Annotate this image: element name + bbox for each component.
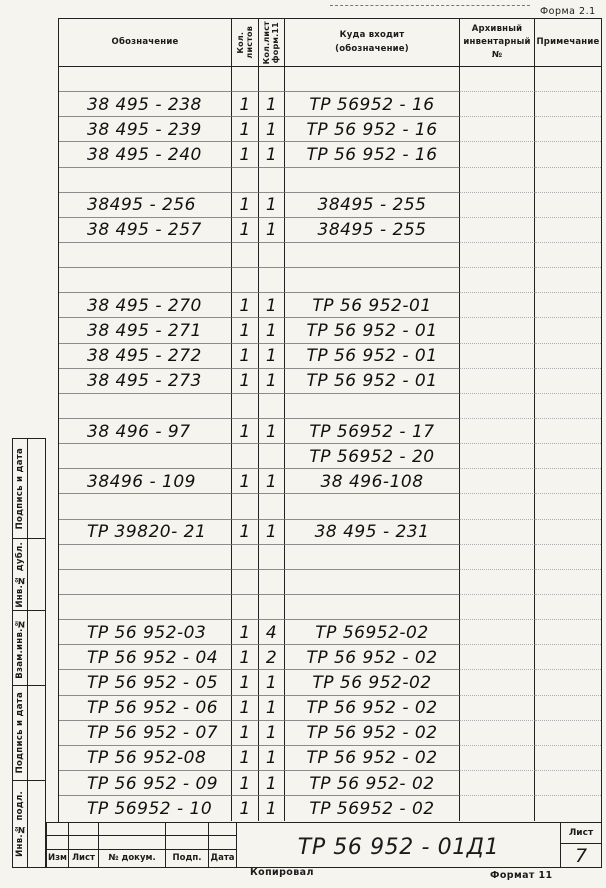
sheets-cell: 1 [232, 369, 259, 394]
header-included-in-line: (обозначение) [335, 43, 409, 54]
designation-cell: 38 495 - 240 [59, 142, 232, 167]
sheets-form11-cell: 1 [259, 142, 285, 167]
table-header [59, 19, 601, 67]
table-row [59, 67, 601, 92]
included-in-cell: ТР 56 952 - 16 [285, 117, 460, 142]
included-in-cell [285, 67, 460, 92]
sheets-cell: 1 [232, 193, 259, 218]
sheets-cell: 1 [232, 670, 259, 695]
sheets-cell: 1 [232, 142, 259, 167]
table-row [59, 218, 601, 243]
archive-cell [460, 394, 535, 419]
header-archive-line: Архивный [471, 23, 523, 34]
side-stamp [12, 438, 46, 868]
header-archive-no [460, 19, 535, 66]
header-designation [59, 19, 232, 66]
sheets-cell [232, 394, 259, 419]
note-cell [535, 771, 601, 796]
note-cell [535, 645, 601, 670]
designation-cell [59, 268, 232, 293]
included-in-cell: ТР 56 952 - 01 [285, 344, 460, 369]
sheets-form11-cell: 1 [259, 344, 285, 369]
included-in-cell [285, 168, 460, 193]
included-in-cell: ТР 56 952 - 01 [285, 318, 460, 343]
sheets-form11-cell: 1 [259, 218, 285, 243]
sheets-cell: 1 [232, 746, 259, 771]
note-cell [535, 545, 601, 570]
table-row [59, 494, 601, 519]
sheets-cell [232, 168, 259, 193]
designation-cell [59, 168, 232, 193]
sheets-cell: 1 [232, 419, 259, 444]
table-row [59, 419, 601, 444]
note-cell [535, 218, 601, 243]
side-stamp-section [13, 439, 45, 539]
note-cell [535, 243, 601, 268]
archive-cell [460, 444, 535, 469]
designation-cell: ТР 56 952 - 04 [59, 645, 232, 670]
archive-cell [460, 218, 535, 243]
document-number: ТР 56 952 - 01Д1 [297, 834, 500, 860]
sheet-number: 7 [574, 844, 588, 867]
designation-cell: ТР 56 952 - 07 [59, 721, 232, 746]
included-in-cell: ТР 56952-02 [285, 620, 460, 645]
designation-cell [59, 67, 232, 92]
sheets-form11-cell: 1 [259, 771, 285, 796]
note-cell [535, 117, 601, 142]
sheets-form11-cell [259, 545, 285, 570]
included-in-cell [285, 545, 460, 570]
designation-cell: 38 495 - 273 [59, 369, 232, 394]
sheets-form11-cell: 1 [259, 469, 285, 494]
sheets-form11-cell: 1 [259, 696, 285, 721]
sheets-cell: 1 [232, 344, 259, 369]
revision-cell [47, 823, 69, 835]
designation-cell: ТР 56 952 - 09 [59, 771, 232, 796]
revision-labels-row [47, 850, 236, 867]
table-row [59, 721, 601, 746]
sheets-form11-cell: 1 [259, 746, 285, 771]
designation-cell: ТР 56 952 - 05 [59, 670, 232, 695]
table-row [59, 696, 601, 721]
sheets-cell: 1 [232, 645, 259, 670]
header-note-label: Примечание [536, 36, 600, 47]
note-cell [535, 193, 601, 218]
archive-cell [460, 268, 535, 293]
table-row [59, 771, 601, 796]
table-row [59, 520, 601, 545]
note-cell [535, 570, 601, 595]
table-row [59, 369, 601, 394]
sheets-form11-cell: 1 [259, 670, 285, 695]
included-in-cell [285, 268, 460, 293]
note-cell [535, 494, 601, 519]
revision-row [47, 836, 236, 849]
sheets-cell: 1 [232, 117, 259, 142]
included-in-cell: ТР 56 952 - 02 [285, 746, 460, 771]
table-row [59, 545, 601, 570]
included-in-cell: ТР 56 952 - 16 [285, 142, 460, 167]
side-stamp-section [13, 686, 45, 781]
designation-cell [59, 494, 232, 519]
sheets-cell [232, 570, 259, 595]
header-sheets [232, 19, 259, 66]
designation-cell: ТР 39820- 21 [59, 520, 232, 545]
included-in-cell: 38495 - 255 [285, 193, 460, 218]
note-cell [535, 721, 601, 746]
included-in-cell: ТР 56 952-02 [285, 670, 460, 695]
included-in-cell [285, 243, 460, 268]
included-in-cell [285, 394, 460, 419]
sheets-cell [232, 494, 259, 519]
included-in-cell [285, 494, 460, 519]
form-label: Форма 2.1 [540, 6, 596, 17]
side-stamp-section [13, 539, 45, 611]
designation-cell [59, 595, 232, 620]
revision-row [47, 823, 236, 836]
sheets-cell: 1 [232, 469, 259, 494]
sheets-form11-cell [259, 243, 285, 268]
designation-cell: ТР 56 952 - 06 [59, 696, 232, 721]
included-in-cell: ТР 56 952- 02 [285, 771, 460, 796]
note-cell [535, 293, 601, 318]
sheets-form11-cell [259, 67, 285, 92]
table-row [59, 595, 601, 620]
table-row [59, 318, 601, 343]
archive-cell [460, 620, 535, 645]
note-cell [535, 268, 601, 293]
table-row [59, 142, 601, 167]
archive-cell [460, 168, 535, 193]
designation-cell: 38 495 - 239 [59, 117, 232, 142]
sheets-form11-cell [259, 570, 285, 595]
archive-cell [460, 520, 535, 545]
header-archive-line: инвентарный [463, 36, 531, 47]
sheets-cell [232, 268, 259, 293]
sheets-cell: 1 [232, 318, 259, 343]
sheets-cell: 1 [232, 620, 259, 645]
label-change: Изм [47, 850, 69, 867]
archive-cell [460, 369, 535, 394]
sheets-cell [232, 67, 259, 92]
designation-cell: ТР 56 952-03 [59, 620, 232, 645]
included-in-cell: ТР 56952 - 17 [285, 419, 460, 444]
note-cell [535, 444, 601, 469]
sheet-box [560, 823, 601, 867]
note-cell [535, 168, 601, 193]
sheets-cell: 1 [232, 218, 259, 243]
table-row [59, 796, 601, 821]
designation-cell [59, 394, 232, 419]
included-in-cell [285, 595, 460, 620]
sheets-cell [232, 444, 259, 469]
designation-cell: 38 496 - 97 [59, 419, 232, 444]
scan-artifact-line [330, 5, 530, 6]
table-row [59, 394, 601, 419]
archive-cell [460, 494, 535, 519]
sheets-form11-cell: 1 [259, 318, 285, 343]
archive-cell [460, 419, 535, 444]
archive-cell [460, 193, 535, 218]
sheets-cell [232, 243, 259, 268]
sheets-cell: 1 [232, 293, 259, 318]
note-cell [535, 369, 601, 394]
sheets-form11-cell [259, 595, 285, 620]
designation-cell: 38495 - 256 [59, 193, 232, 218]
side-stamp-field [28, 686, 45, 780]
table-body [59, 67, 601, 821]
archive-cell [460, 796, 535, 821]
note-cell [535, 92, 601, 117]
label-date: Дата [210, 853, 235, 864]
table-row [59, 344, 601, 369]
sheets-form11-cell: 1 [259, 721, 285, 746]
revision-cell [166, 836, 209, 848]
note-cell [535, 696, 601, 721]
archive-cell [460, 595, 535, 620]
revision-cell [99, 823, 166, 835]
sheets-form11-cell: 1 [259, 796, 285, 821]
archive-cell [460, 645, 535, 670]
archive-cell [460, 570, 535, 595]
table-row [59, 193, 601, 218]
header-sheets-form11 [259, 19, 285, 66]
designation-cell: 38 495 - 257 [59, 218, 232, 243]
designation-cell: ТР 56952 - 10 [59, 796, 232, 821]
revision-cell [166, 823, 209, 835]
archive-cell [460, 318, 535, 343]
revision-grid [47, 823, 237, 867]
specification-table [58, 18, 602, 822]
designation-cell: 38496 - 109 [59, 469, 232, 494]
header-included-in-line: Куда входит [339, 30, 405, 41]
sheets-form11-cell [259, 168, 285, 193]
header-sheets-line: Кол. [235, 31, 245, 54]
note-cell [535, 318, 601, 343]
sheets-form11-cell [259, 268, 285, 293]
header-designation-label: Обозначение [111, 36, 179, 47]
revision-cell [69, 836, 99, 848]
note-cell [535, 520, 601, 545]
designation-cell: 38 495 - 272 [59, 344, 232, 369]
table-row [59, 746, 601, 771]
archive-cell [460, 293, 535, 318]
side-stamp-section [13, 611, 45, 686]
side-stamp-section [13, 781, 45, 867]
side-stamp-field [28, 781, 45, 867]
sheets-cell: 1 [232, 520, 259, 545]
side-stamp-field [28, 539, 45, 610]
sheets-form11-cell [259, 444, 285, 469]
table-row [59, 117, 601, 142]
sheets-cell: 1 [232, 771, 259, 796]
included-in-cell: ТР 56952 - 02 [285, 796, 460, 821]
note-cell [535, 595, 601, 620]
revision-cell [209, 836, 236, 848]
header-sheets-line: листов [245, 26, 254, 59]
archive-cell [460, 117, 535, 142]
title-block [46, 822, 602, 868]
sheets-cell: 1 [232, 721, 259, 746]
note-cell [535, 620, 601, 645]
note-cell [535, 419, 601, 444]
side-stamp-label: Инв.№ подл. [15, 791, 25, 857]
sheets-cell [232, 545, 259, 570]
sheets-cell [232, 595, 259, 620]
table-row [59, 570, 601, 595]
table-row [59, 168, 601, 193]
included-in-cell: 38 495 - 231 [285, 520, 460, 545]
included-in-cell: ТР 56 952 - 01 [285, 369, 460, 394]
archive-cell [460, 696, 535, 721]
archive-cell [460, 92, 535, 117]
archive-cell [460, 142, 535, 167]
note-cell [535, 344, 601, 369]
header-included-in [285, 19, 460, 66]
side-stamp-label: Взам.инв.№ [15, 617, 25, 679]
revision-cell [69, 823, 99, 835]
archive-cell [460, 67, 535, 92]
note-cell [535, 670, 601, 695]
note-cell [535, 746, 601, 771]
archive-cell [460, 771, 535, 796]
table-row [59, 268, 601, 293]
note-cell [535, 67, 601, 92]
designation-cell [59, 545, 232, 570]
table-row [59, 444, 601, 469]
header-note [535, 19, 601, 66]
table-row [59, 620, 601, 645]
archive-cell [460, 746, 535, 771]
note-cell [535, 469, 601, 494]
header-sheets-form11-line: форм.11 [271, 21, 281, 64]
table-row [59, 243, 601, 268]
label-document-no: № докум. [99, 850, 166, 867]
sheets-form11-cell: 1 [259, 92, 285, 117]
included-in-cell: 38 496-108 [285, 469, 460, 494]
sheet-label: Лист [561, 823, 601, 844]
designation-cell [59, 243, 232, 268]
sheets-form11-cell: 1 [259, 369, 285, 394]
archive-cell [460, 344, 535, 369]
table-row [59, 645, 601, 670]
designation-cell: ТР 56 952-08 [59, 746, 232, 771]
archive-cell [460, 721, 535, 746]
archive-cell [460, 469, 535, 494]
side-stamp-field [28, 439, 45, 538]
sheets-form11-cell [259, 394, 285, 419]
table-row [59, 293, 601, 318]
included-in-cell [285, 570, 460, 595]
designation-cell [59, 444, 232, 469]
sheets-cell: 1 [232, 796, 259, 821]
designation-cell: 38 495 - 270 [59, 293, 232, 318]
included-in-cell: ТР 56 952 - 02 [285, 696, 460, 721]
designation-cell [59, 570, 232, 595]
side-stamp-label: Подпись и дата [15, 447, 25, 530]
table-row [59, 670, 601, 695]
header-sheets-form11-line: Кол.лист [262, 20, 272, 65]
revision-cell [47, 836, 69, 848]
revision-cell [99, 836, 166, 848]
sheets-form11-cell: 2 [259, 645, 285, 670]
sheets-form11-cell: 4 [259, 620, 285, 645]
included-in-cell: ТР 56952 - 16 [285, 92, 460, 117]
sheets-cell: 1 [232, 696, 259, 721]
side-stamp-label: Инв.№ дубл. [15, 541, 25, 608]
included-in-cell: ТР 56952 - 20 [285, 444, 460, 469]
format-label: Формат 11 [490, 870, 553, 881]
side-stamp-field [28, 611, 45, 685]
copied-by-label: Копировал [250, 867, 314, 878]
header-archive-line: № [491, 50, 503, 61]
sheets-form11-cell [259, 494, 285, 519]
label-sheet: Лист [69, 850, 99, 867]
note-cell [535, 796, 601, 821]
designation-cell: 38 495 - 271 [59, 318, 232, 343]
sheets-cell: 1 [232, 92, 259, 117]
sheets-form11-cell: 1 [259, 520, 285, 545]
table-row [59, 469, 601, 494]
included-in-cell: 38495 - 255 [285, 218, 460, 243]
sheets-form11-cell: 1 [259, 117, 285, 142]
note-cell [535, 142, 601, 167]
included-in-cell: ТР 56 952 - 02 [285, 721, 460, 746]
label-signature: Подп. [166, 850, 209, 867]
archive-cell [460, 545, 535, 570]
archive-cell [460, 670, 535, 695]
designation-cell: 38 495 - 238 [59, 92, 232, 117]
sheets-form11-cell: 1 [259, 293, 285, 318]
sheets-form11-cell: 1 [259, 193, 285, 218]
revision-cell [209, 823, 236, 835]
included-in-cell: ТР 56 952-01 [285, 293, 460, 318]
side-stamp-label: Подпись и дата [15, 692, 25, 774]
table-row [59, 92, 601, 117]
archive-cell [460, 243, 535, 268]
note-cell [535, 394, 601, 419]
sheets-form11-cell: 1 [259, 419, 285, 444]
included-in-cell: ТР 56 952 - 02 [285, 645, 460, 670]
